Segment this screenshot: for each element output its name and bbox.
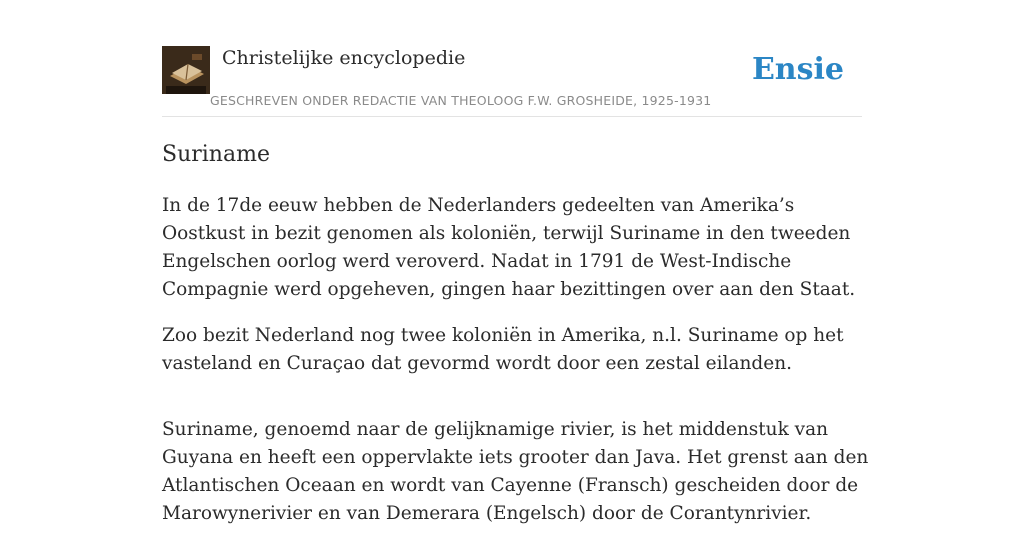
article-body [162,192,872,546]
paragraph-3: Suriname, genoemd naar de gelijknamige rivier, is het middenstuk van Guyana en heeft een oppervlakte iets grooter dan Java. Het grenst aan den Atlantischen Oceaan en wordt van Cayenne (Fransch) gescheiden door de Marowynerivier en van Demerara (Engelsch) door de Corantynrivier. [162,419,869,524]
article-title: Suriname [162,142,270,167]
brand-logo[interactable]: Ensie [751,52,844,87]
source-subtitle: GESCHREVEN ONDER REDACTIE VAN THEOLOOG F.W. GROSHEIDE, 1925-1931 [210,93,712,108]
source-title[interactable]: Christelijke encyclopedie [222,47,466,69]
paragraph-1: In de 17de eeuw hebben de Nederlanders gedeelten van Amerika’s Oostkust in bezit genomen als koloniën, terwijl Suriname in den tweeden Engelschen oorlog werd veroverd. Nadat in 1791 de West-Indische Compagnie werd opgeheven, gingen haar bezittingen over aan den Staat. [162,195,856,300]
book-icon[interactable] [162,46,210,94]
paragraph-2: Zoo bezit Nederland nog twee koloniën in Amerika, n.l. Suriname op het vasteland en Curaçao dat gevormd wordt door een zestal eilanden. [162,325,844,374]
source-header [162,46,862,117]
